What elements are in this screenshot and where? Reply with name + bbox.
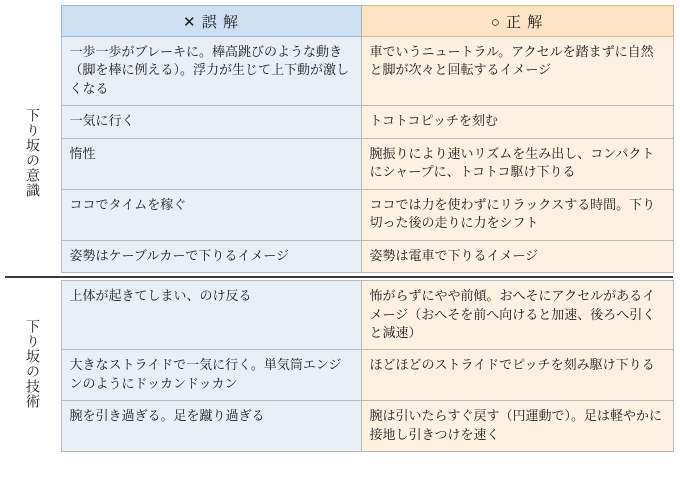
cell-wrong: 一気に行く: [61, 106, 361, 138]
table-row: [5, 281, 673, 350]
header-wrong: ✕ 誤 解: [61, 6, 361, 37]
table-row: [5, 240, 673, 272]
table-row: [5, 138, 673, 189]
cell-right: 怖がらずにやや前傾。おへそにアクセルがあるイメージ（おへそを前へ向けると加速、後ろへ引くと減速）: [361, 281, 673, 350]
cell-right: ココでは力を使わずにリラックスする時間。下り切った後の走りに力をシフト: [361, 189, 673, 240]
comparison-table: [5, 5, 674, 452]
table-row: [5, 350, 673, 401]
section-awareness: [5, 37, 673, 281]
cell-right: ほどほどのストライドでピッチを刻み駆け下りる: [361, 350, 673, 401]
cell-wrong: 上体が起きてしまい、のけ反る: [61, 281, 361, 350]
cell-right: 腕振りにより速いリズムを生み出し、コンパクトにシャープに、トコトコ駆け下りる: [361, 138, 673, 189]
section-label-text: 下り坂の技術: [25, 319, 41, 410]
cell-wrong: 腕を引き過ぎる。足を蹴り過ぎる: [61, 401, 361, 452]
table-row: [5, 189, 673, 240]
table-row: [5, 401, 673, 452]
cell-wrong: ココでタイムを稼ぐ: [61, 189, 361, 240]
header-blank: [5, 6, 61, 37]
section-label-text: 下り坂の意識: [25, 107, 41, 198]
cell-wrong: 大きなストライドで一気に行く。単気筒エンジンのようにドッカンドッカン: [61, 350, 361, 401]
section-technique: [5, 281, 673, 452]
cell-right: 姿勢は電車で下りるイメージ: [361, 240, 673, 272]
header-right: ○ 正 解: [361, 6, 673, 37]
cell-right: 腕は引いたらすぐ戻す（円運動で）。足は軽やかに接地し引きつけを速く: [361, 401, 673, 452]
table-row: [5, 106, 673, 138]
table-row: [5, 37, 673, 106]
section-label-technique: [5, 281, 61, 452]
section-divider: [5, 273, 673, 281]
section-label-awareness: [5, 37, 61, 273]
cell-wrong: 姿勢はケーブルカーで下りるイメージ: [61, 240, 361, 272]
header-row: [5, 6, 673, 37]
table-header: [5, 6, 673, 37]
section-gap: [5, 273, 673, 281]
cell-right: 車でいうニュートラル。アクセルを踏まずに自然と脚が次々と回転するイメージ: [361, 37, 673, 106]
cell-wrong: 一歩一歩がブレーキに。棒高跳びのような動き（脚を棒に例える）。浮力が生じて上下動が激しくなる: [61, 37, 361, 106]
cell-wrong: 惰性: [61, 138, 361, 189]
cell-right: トコトコピッチを刻む: [361, 106, 673, 138]
